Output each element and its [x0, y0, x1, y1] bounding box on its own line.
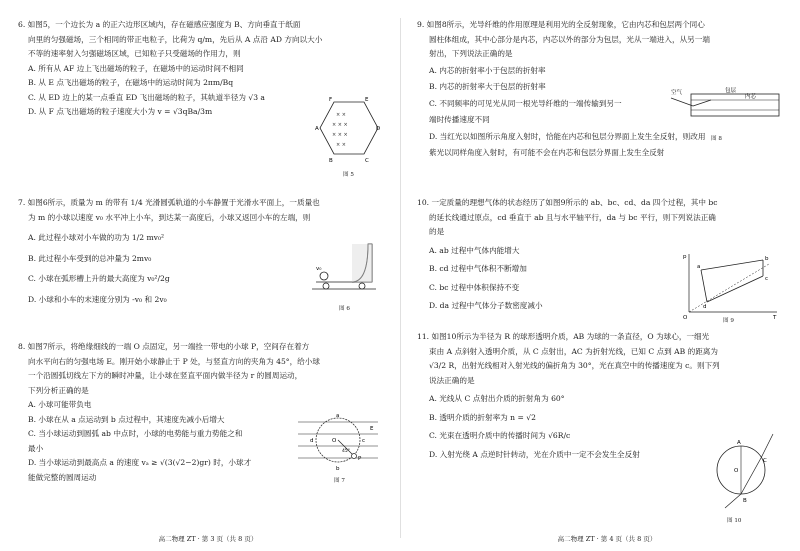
fig10-label-b: B — [743, 498, 747, 504]
q8-stem-line: 向水平向右的匀强电场 E。刚开始小球静止于 P 处，与竖直方向的夹角为 45°，给小球 — [28, 356, 320, 366]
fig10-label-o: O — [734, 468, 739, 474]
figure-5-caption: 图 5 — [343, 172, 354, 178]
q11-stem-line: 11. 如图10所示为半径为 R 的球形透明介质，AB 为球的一条直径，O 为球心，一细光 — [417, 332, 710, 341]
left-page — [0, 0, 380, 551]
q11-stem-line: 说法正确的是 — [429, 375, 475, 385]
figure-7-circle — [298, 410, 378, 474]
svg-text:× ×: × × — [336, 142, 346, 148]
figure-5-hexagon — [315, 96, 381, 166]
hex-label-a: A — [315, 126, 319, 132]
svg-text:× ×: × × — [336, 112, 346, 118]
q9-option-b: B. 内芯的折射率大于包层的折射率 — [429, 82, 546, 91]
fig7-label-c: c — [362, 438, 366, 444]
fig7-label-b: b — [336, 466, 340, 472]
fig7-label-p: P — [358, 456, 362, 462]
svg-text:× × ×: × × × — [332, 122, 348, 128]
hex-label-d: D — [376, 126, 381, 132]
q9-option-c-cont: 端时传播速度不同 — [429, 115, 490, 124]
q8-option-b: B. 小球在从 a 点运动到 b 点过程中，其速度先减小后增大 — [28, 414, 225, 424]
fig10-label-c: C — [763, 458, 767, 464]
cart-label-v0: v₀ — [316, 266, 322, 272]
q7-option-d: D. 小球和小车的末速度分别为 -v₀ 和 2v₀ — [28, 294, 167, 304]
left-page-footer: 高二物理 ZT · 第 3 页（共 8 页） — [158, 535, 258, 543]
q8-stem-line: 一个沿圆弧切线左下方的瞬时冲量，让小球在竖直平面内做半径为 r 的圆周运动， — [28, 371, 303, 380]
q6-stem-line: 向里的匀强磁场，三个相同的带正电粒子，比荷为 q/m，先后从 A 点沿 AD 方向以大小 — [28, 34, 323, 44]
figure-10-caption: 图 10 — [727, 518, 742, 524]
q11-stem-line: 束由 A 点斜射入透明介质，从 C 点射出，AC 为折射光线，已知 C 点到 AB 的距离为 — [429, 346, 718, 356]
q8-stem-line: 下列分析正确的是 — [28, 385, 89, 395]
q10-stem-line: 的是 — [429, 227, 445, 236]
fig9-label-p: p — [683, 254, 687, 260]
q10-option-d: D. da 过程中气体分子数密度减小 — [429, 301, 543, 310]
figure-6-caption: 图 6 — [339, 306, 350, 312]
figure-8-fiber — [671, 86, 783, 126]
q10-option-c: C. bc 过程中体积保持不变 — [429, 282, 520, 292]
q11-stem-line: √3/2 R，出射光线相对入射光线的偏折角为 30°，光在真空中的传播速度为 c。则下列 — [429, 361, 720, 370]
q11-option-a: A. 光线从 C 点射出介质的折射角为 60° — [429, 394, 565, 403]
q10-option-b: B. cd 过程中气体积不断增加 — [429, 264, 527, 273]
q10-stem-line: 的延长线通过原点，cd 垂直于 ab 且与水平轴平行，da 与 bc 平行，则下列说法正确 — [429, 212, 716, 222]
q8-option-a: A. 小球可能带负电 — [28, 400, 92, 409]
fig10-label-a: A — [737, 440, 741, 446]
figure-8-caption: 图 8 — [711, 136, 722, 142]
q10-stem-line: 10. 一定质量的理想气体的状态经历了如图9所示的 ab、bc、cd、da 四个过程，其中 bc — [417, 198, 718, 207]
q9-stem-line: 9. 如图8所示，光导纤维的作用原理是利用光的全反射现象，它由内芯和包层两个同心 — [417, 20, 705, 29]
hex-label-e: E — [365, 97, 369, 103]
q8-option-d: D. 当小球运动到最高点 a 的速度 vₐ ≥ √(3(√2−2)gr) 时，小球才 — [28, 458, 252, 467]
q8-option-d-cont: 能做完整的圆周运动 — [28, 472, 97, 482]
figure-10-sphere — [707, 430, 777, 510]
q6-option-a: A. 所有从 AF 边上飞出磁场的粒子，在磁场中的运动时间不相同 — [28, 63, 244, 73]
q6-stem-line: 6. 如图5，一个边长为 a 的正六边形区域内，存在磁感应强度为 B、方向垂直于纸面 — [18, 20, 301, 29]
q9-option-a: A. 内芯的折射率小于包层的折射率 — [429, 65, 546, 75]
q6-option-c: C. 从 ED 边上的某一点垂直 ED 飞出磁场的粒子，其轨道半径为 √3 a — [28, 92, 265, 102]
page-divider — [400, 18, 401, 538]
fig7-label-a: a — [336, 413, 340, 419]
q6-option-d: D. 从 F 点飞出磁场的粒子速度大小为 v = √3qBa/3m — [28, 107, 213, 116]
q7-option-a: A. 此过程小球对小车做的功为 1/2 mv₀² — [28, 233, 165, 242]
q9-stem-line: 圆柱体组成，其中心部分是内芯，内芯以外的部分为包层，光从一端进入，从另一端 — [429, 34, 710, 44]
figure-6-cart — [312, 238, 376, 294]
q6-stem-line: 不等的速率射入匀强磁场区域，已知粒子只受磁场的作用力，则 — [28, 49, 241, 58]
q11-option-d: D. 入射光绕 A 点逆时针转动，光在介质中一定不会发生全反射 — [429, 449, 640, 459]
q8-stem-line: 8. 如图7所示，将绝缘细线的一端 O 点固定，另一端拴一带电的小球 P，空间存在着方 — [18, 342, 310, 351]
q11-option-c: C. 光束在透明介质中的传播时间为 √6R/c — [429, 431, 571, 440]
q7-option-c: C. 小球在弧形槽上升的最大高度为 v₀²/2g — [28, 274, 170, 283]
fig9-label-o: O — [683, 315, 688, 321]
svg-text:× × ×: × × × — [332, 132, 348, 138]
right-page-footer: 高二物理 ZT · 第 4 页（共 8 页） — [557, 535, 657, 543]
fig7-label-o: O — [332, 438, 337, 444]
q7-stem-line: 7. 如图6所示，质量为 m 的带有 1/4 光滑圆弧轨道的小车静置于光滑水平面上，一质量也 — [18, 198, 320, 207]
q11-option-b: B. 透明介质的折射率为 n = √2 — [429, 412, 536, 422]
hex-label-c: C — [365, 158, 369, 164]
q9-option-c: C. 不同频率的可见光从同一根光导纤维的一端传输到另一 — [429, 98, 622, 108]
fig7-label-e: E — [370, 426, 374, 432]
q6-option-b: B. 从 E 点飞出磁场的粒子，在磁场中的运动时间为 2πm/Bq — [28, 78, 234, 87]
figure-9-caption: 图 9 — [723, 318, 734, 324]
q7-option-b: B. 此过程小车受到的总冲量为 2mv₀ — [28, 253, 152, 263]
fig7-label-d: d — [310, 438, 314, 444]
fig9-label-a: a — [697, 264, 701, 270]
figure-9-pt-graph — [681, 250, 781, 320]
q8-option-c: C. 当小球运动到圆弧 ab 中点时，小球的电势能与重力势能之和 — [28, 429, 243, 438]
q9-stem-line: 射出，下列说法正确的是 — [429, 49, 513, 58]
fig9-label-t: T — [773, 315, 777, 321]
q10-option-a: A. ab 过程中气体内能增大 — [429, 245, 520, 255]
hex-label-b: B — [329, 158, 333, 164]
q9-option-d: D. 当红光以如图所示角度入射时，恰能在内芯和包层分界面上发生全反射，则改用 — [429, 131, 706, 141]
fig9-label-b: b — [765, 256, 769, 262]
q8-option-c-cont: 最小 — [28, 443, 44, 453]
q7-stem-line: 为 m 的小球以速度 v₀ 水平冲上小车，到达某一高度后，小球又返回小车的左端，则 — [28, 212, 311, 222]
hex-label-f: F — [329, 97, 333, 103]
fig8-label-core: 内芯 — [745, 94, 757, 100]
fig9-label-c: c — [765, 276, 769, 282]
right-page — [405, 0, 785, 551]
q9-option-d-cont: 紫光以同样角度入射时，有可能不会在内芯和包层分界面上发生全反射 — [429, 148, 665, 157]
figure-7-caption: 图 7 — [334, 478, 345, 484]
fig8-label-air: 空气 — [671, 90, 683, 96]
fig8-label-cladding: 包层 — [725, 88, 737, 94]
fig9-label-d: d — [703, 304, 707, 310]
fig7-label-angle: 45° — [342, 449, 350, 454]
